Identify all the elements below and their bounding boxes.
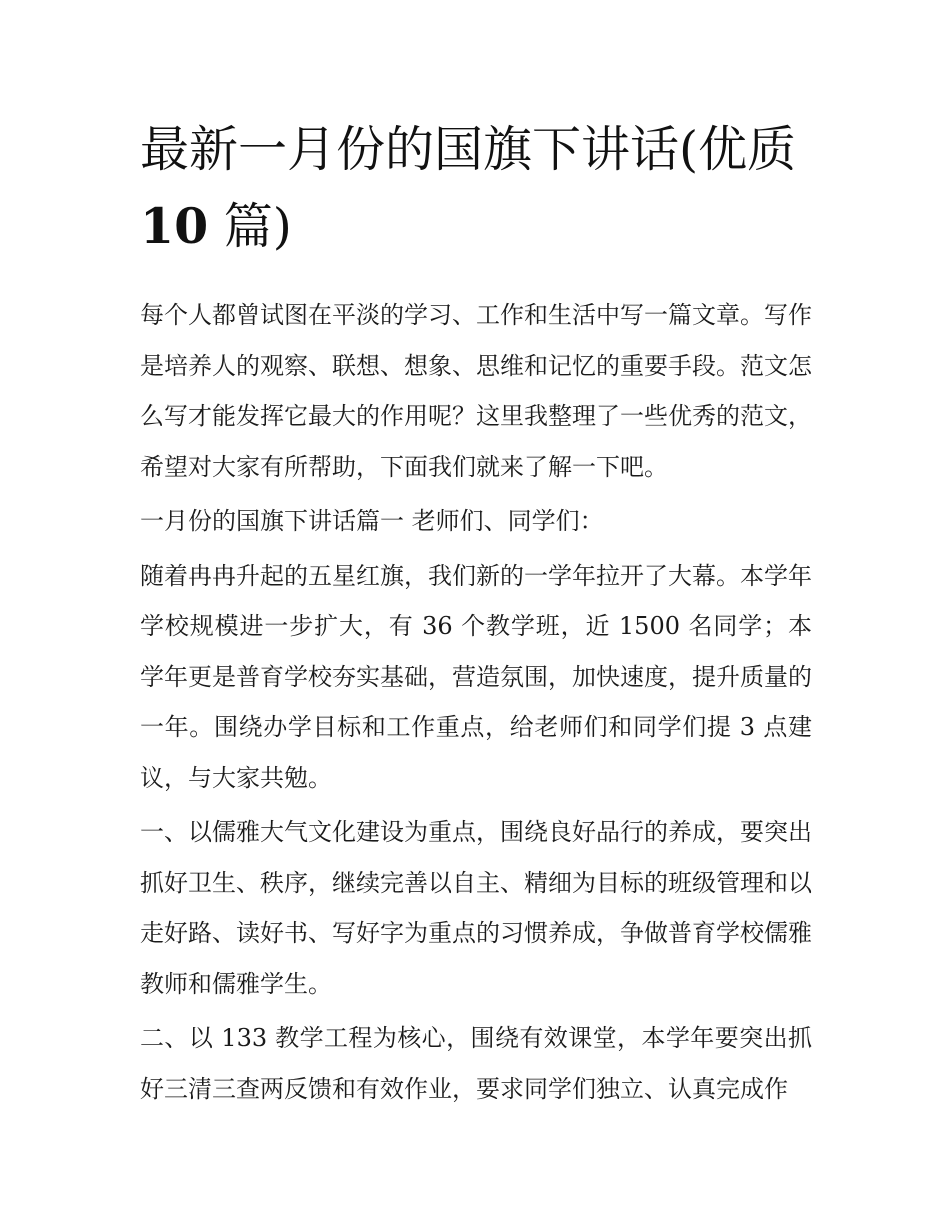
title-suffix: 篇) [208, 198, 292, 255]
paragraph-point-one: 一、以儒雅大气文化建设为重点，围绕良好品行的养成，要突出抓好卫生、秩序，继续完善以自主、精细为目标的班级管理和以走好路、读好书、写好字为重点的习惯养成，争做普育学校儒雅教师和儒雅学生。 [140, 818, 812, 998]
paragraph-salutation: 一月份的国旗下讲话篇一 老师们、同学们： [140, 507, 604, 535]
document-body [140, 112, 812, 1114]
title-number: 10 [140, 197, 209, 255]
document-title [140, 112, 812, 265]
title-text: 最新一月份的国旗下讲话(优质 [140, 121, 797, 178]
paragraph-intro: 每个人都曾试图在平淡的学习、工作和生活中写一篇文章。写作是培养人的观察、联想、想象、思维和记忆的重要手段。范文怎么写才能发挥它最大的作用呢？这里我整理了一些优秀的范文，希望对大家有所帮助，下面我们就来了解一下吧。 [140, 301, 812, 481]
paragraph-opening: 随着冉冉升起的五星红旗，我们新的一学年拉开了大幕。本学年学校规模进一步扩大，有 36 个教学班，近 1500 名同学；本学年更是普育学校夯实基础，营造氛围，加快速度，提升质量的一年。围绕办学目标和工作重点，给老师们和同学们提 3 点建议，与大家共勉。 [140, 561, 812, 792]
paragraph-point-two: 二、以 133 教学工程为核心，围绕有效课堂，本学年要突出抓好三清三查两反馈和有效作业，要求同学们独立、认真完成作 [140, 1024, 812, 1103]
